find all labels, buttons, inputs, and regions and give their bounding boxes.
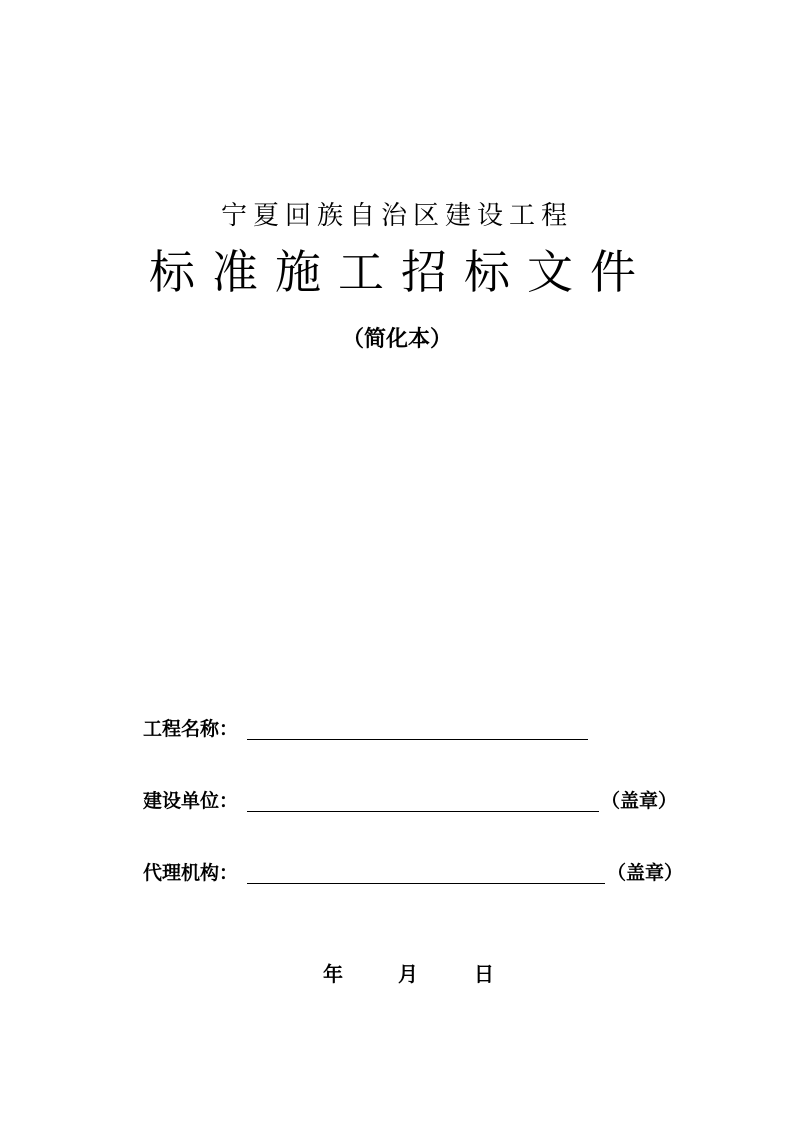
agency-label: 代理机构：: [143, 862, 239, 884]
construction-unit-field[interactable]: [247, 787, 599, 812]
agency-field[interactable]: [247, 859, 605, 884]
date-year-label: 年: [323, 962, 343, 986]
document-title: 标准施工招标文件: [149, 245, 653, 299]
agency-row: [143, 854, 683, 886]
agency-seal-note: （盖章）: [607, 862, 684, 884]
date-day-label: 日: [474, 962, 494, 986]
edition-label: （简化本）: [341, 326, 452, 352]
construction-unit-row: [143, 782, 677, 814]
project-name-field[interactable]: [247, 715, 588, 740]
title-line-region: 宁夏回族自治区建设工程: [220, 201, 573, 231]
project-name-row: [143, 710, 588, 742]
construction-unit-label: 建设单位：: [143, 790, 239, 812]
construction-unit-seal-note: （盖章）: [601, 790, 678, 812]
date-month-label: 月: [398, 962, 418, 986]
project-name-label: 工程名称：: [143, 718, 239, 740]
